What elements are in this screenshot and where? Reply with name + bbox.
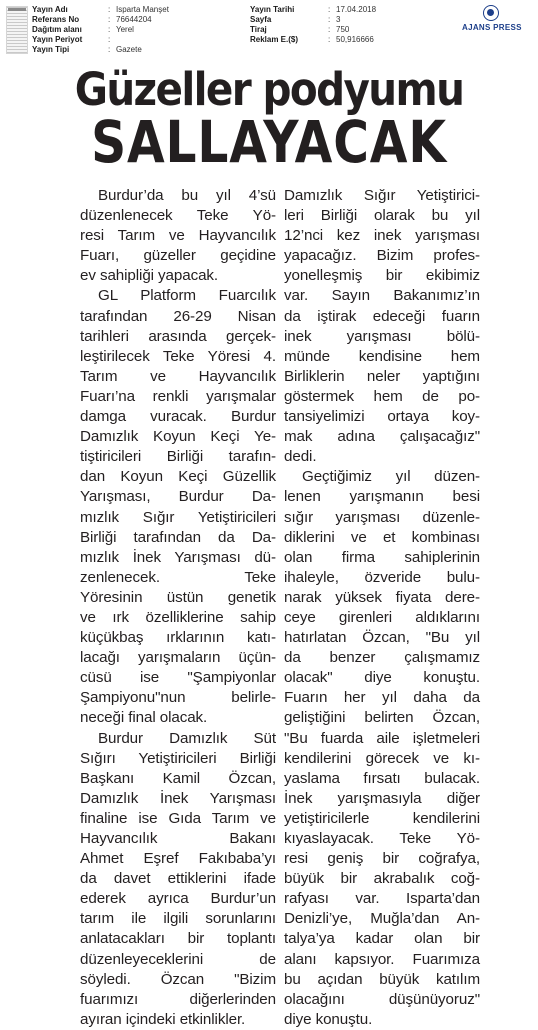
article-text-line: münde kendisine hem — [284, 347, 480, 365]
article-text-line: kıyaslayacak. Teke Yö- — [284, 830, 480, 847]
article-text-line: yonelleşmiş bir ekibimiz — [284, 267, 480, 285]
article-text-line: Damızlık Koyun Keçi Ye- — [80, 428, 276, 446]
article-text-line: finaline ise Gıda Tarım ve — [80, 809, 276, 827]
article-text-line: resi geniş bir coğrafya, — [284, 850, 480, 868]
meta-row-publication-date: Yayın Tarihi : 17.04.2018 — [250, 5, 377, 14]
metadata-right — [250, 5, 376, 45]
meta-row-page: Sayfa : 3 — [250, 15, 341, 24]
meta-row-ad-equivalent: Reklam E.($) : 50,916666 — [250, 35, 374, 44]
article-text-line: anlatacakları bir toplantı — [80, 930, 276, 948]
article-text-line: da iştirak edeceği fuarın — [284, 307, 480, 325]
article-text-line: leştirilecek Teke Yöresi 4. — [80, 347, 276, 365]
article-text-line: diklerini ve et kombinası — [284, 528, 480, 546]
article-text-line: düzenlenecek Teke Yö- — [80, 207, 276, 225]
article-text-line: Hayvancılık Bakanı — [80, 830, 276, 847]
article-text-line: leri Birliği olarak bu yıl — [284, 207, 480, 225]
meta-row-distribution-area: Dağıtım alanı : Yerel — [32, 25, 134, 34]
meta-row-publication-period: Yayın Periyot : — [32, 35, 111, 44]
article-text-line: geliştiğini belirten Özcan, — [284, 709, 480, 727]
article-text-line: mak adına çalışacağız" — [284, 428, 480, 446]
article-column-left — [80, 186, 276, 1030]
ajans-press-logo — [462, 5, 534, 31]
article-text-line: mızlık Sığır Yetiştiricileri — [80, 508, 276, 526]
ajans-press-logo-text: AJANS PRESS — [462, 23, 522, 32]
meta-row-reference-no: Referans No : 76644204 — [32, 15, 152, 24]
article-text-line: Damızlık İnek Yarışması — [80, 789, 276, 807]
article-text-line: hatırlatan Özcan, "Bu yıl — [284, 629, 480, 647]
article-text-line: Denizli’ye, Muğla’dan An- — [284, 910, 480, 928]
article-text-line: göstermek hem de po- — [284, 387, 480, 405]
article-text-line: ve ırk özelliklerine sahip — [80, 608, 276, 626]
article-text-line: olacağını düşünüyoruz" — [284, 990, 480, 1008]
article-text-line: Ahmet Eşref Fakıbaba’yı — [80, 850, 276, 868]
article-text-line: tarafından 26-29 Nisan — [80, 307, 276, 325]
article-text-line: Geçtiğimiz yıl düzen- — [302, 468, 480, 486]
publication-thumbnail — [6, 6, 28, 54]
article-text-line: Burdur’da bu yıl 4’sü — [98, 187, 276, 204]
article-text-line: 12’nci kez inek yarışması — [284, 227, 480, 245]
meta-row-publication-name: Yayın Adı : Isparta Manşet — [32, 5, 169, 14]
article-text-line: rafyası var. Isparta’dan — [284, 890, 480, 908]
article-text-line: ihaleyle, özveride bulu- — [284, 568, 480, 586]
article-text-line: tarihleri arasında gerçek- — [80, 327, 276, 345]
article-text-line: GL Platform Fuarcılık — [98, 287, 276, 305]
article-text-line: talya’ya kadar olan bir — [284, 930, 480, 948]
article-text-line: lacağı yarışmaların üçün- — [80, 649, 276, 667]
headline-line-1: Güzeller podyumu — [74, 63, 464, 116]
article-text-line: yapacağız. Bizim profes- — [284, 247, 480, 265]
article-text-line: mızlık İnek Yarışması dü- — [80, 548, 276, 566]
article-text-line: tarım ile ilgili sorunlarını — [80, 910, 276, 928]
article-text-line: cüsü ise "Şampiyonlar — [80, 669, 276, 687]
article-text-line: dedi. — [284, 448, 317, 466]
article-text-line: ceye girenleri aldıklarını — [284, 608, 480, 626]
article-text-line: damga vuracak. Burdur — [80, 408, 276, 426]
article-text-line: resi Tarım ve Hayvancılık — [80, 227, 276, 245]
article-text-line: sığır yarışması düzenle- — [284, 508, 480, 526]
article-text-line: fuarımızı diğerlerinden — [80, 990, 276, 1008]
article-text-line: Fuarın her yıl daha da — [284, 689, 480, 707]
article-text-line: Birliği tarafından da Da- — [80, 528, 276, 546]
article-text-line: Yarışması, Burdur Da- — [80, 488, 276, 506]
article-text-line: da davet ettiklerini ifade — [80, 870, 276, 888]
article-text-line: inek yarışması bölü- — [284, 327, 480, 345]
article-text-line: alanı kapsıyor. Fuarımıza — [284, 950, 480, 968]
article-text-line: düzenleyeceklerini de — [80, 950, 276, 968]
article-text-line: ev sahipliği yapacak. — [80, 267, 219, 285]
article-text-line: söyledi. Özcan "Bizim — [80, 970, 276, 988]
article-text-line: Fuarı, güzeller geçidine — [80, 247, 276, 265]
article-text-line: neceği final olacak. — [80, 709, 208, 727]
article-text-line: Tarım ve Hayvancılık — [80, 367, 276, 385]
article-text-line: İnek yarışmasıyla diğer — [284, 789, 480, 807]
article-text-line: yaslama fırsatı bulacak. — [284, 769, 480, 787]
article-text-line: küçükbaş ırklarının katı- — [80, 629, 276, 647]
ajans-press-logo-icon — [483, 5, 499, 21]
article-text-line: olan firma sahiplerinin — [284, 548, 480, 566]
article-text-line: Yöresinin üstün genetik — [80, 588, 276, 606]
meta-row-publication-type: Yayın Tipi : Gazete — [32, 45, 142, 54]
article-text-line: Burdur Damızlık Süt — [98, 729, 276, 747]
article-text-line: Başkanı Kamil Özcan, — [80, 769, 276, 787]
article-text-line: Birliklerin neler yaptığını — [284, 367, 480, 385]
article-text-line: zenlenecek. Teke — [80, 568, 276, 586]
article-text-line: "Bu fuarda aile işletmeleri — [284, 729, 480, 747]
article-text-line: Sığırı Yetiştiricileri Birliği — [80, 749, 276, 767]
article-text-line: dan Koyun Keçi Güzellik — [80, 468, 276, 486]
article-text-line: diye konuştu. — [284, 1010, 373, 1028]
article-text-line: büyük bir akrabalık coğ- — [284, 870, 480, 888]
article-text-line: tansiyelimizi ortaya koy- — [284, 408, 480, 426]
article-text-line: da benzer çalışmamız — [284, 649, 480, 667]
article-text-line: Şampiyonu"nun belirle- — [80, 689, 276, 707]
headline-line-2: SALLAYACAK — [91, 108, 447, 176]
article-text-line: yetiştiricilerle kendilerini — [284, 809, 480, 827]
article-text-line: olacak" diye konuştu. — [284, 669, 480, 687]
article-text-line: ederek ayrıca Burdur’un — [80, 890, 276, 908]
article-text-line: ayıran içindeki etkinlikler. — [80, 1010, 246, 1028]
meta-row-circulation: Tiraj : 750 — [250, 25, 350, 34]
article-text-line: narak yüksek fiyata dere- — [284, 588, 480, 606]
article-text-line: tiştiricileri Birliği tarafın- — [80, 448, 276, 466]
article-text-line: Fuarı’na renkli yarışmalar — [80, 387, 276, 405]
article-text-line: Damızlık Sığır Yetiştirici- — [284, 187, 480, 204]
article-text-line: kendilerini görecek ve kı- — [284, 749, 480, 767]
metadata-left — [32, 5, 169, 55]
article-column-right — [284, 186, 480, 1030]
article-text-line: lenen yarışmanın besi — [284, 488, 480, 506]
article-text-line: bu açıdan büyük katılım — [284, 970, 480, 988]
article-text-line: var. Sayın Bakanımız’ın — [284, 287, 480, 305]
